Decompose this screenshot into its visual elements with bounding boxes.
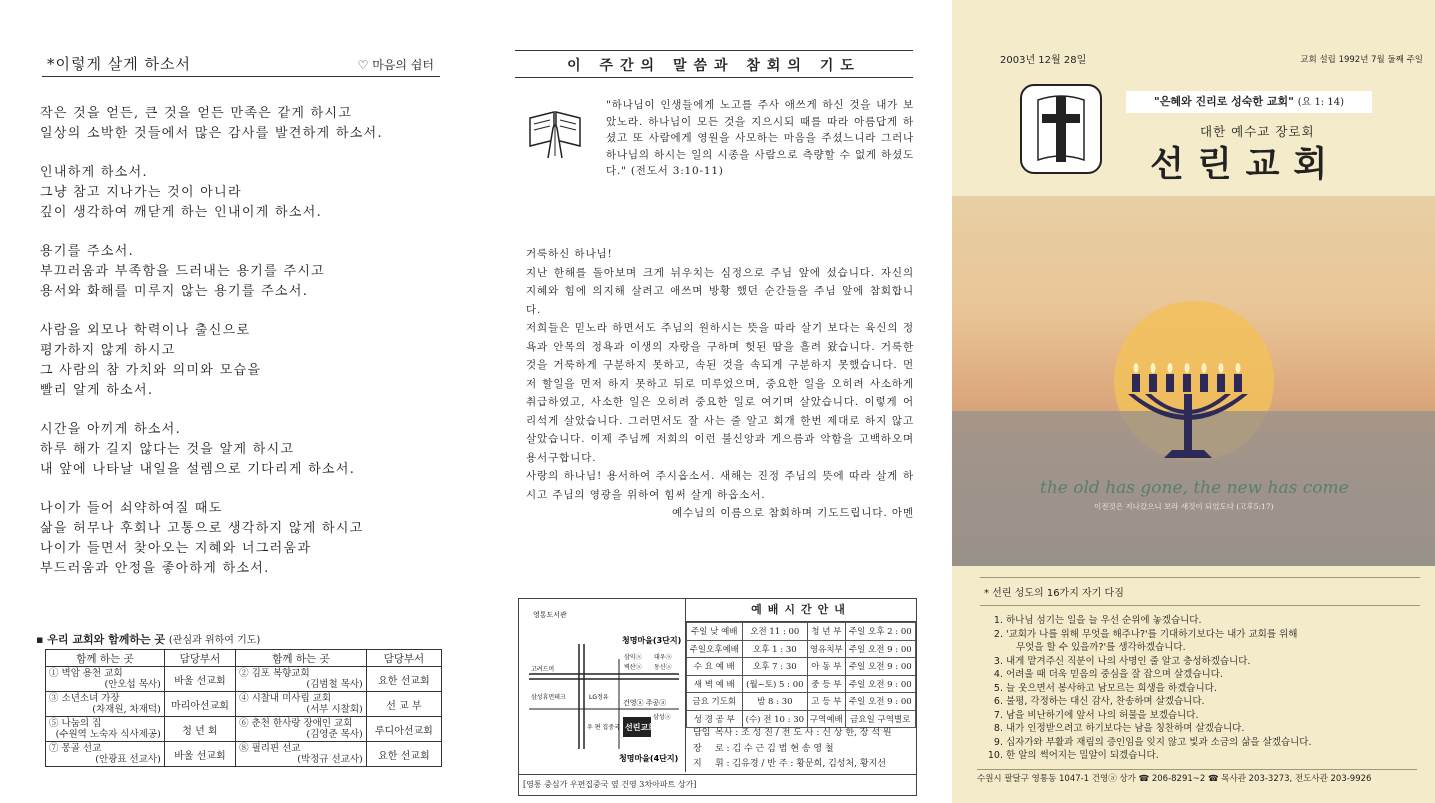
worship-cell: 주일 오전 9 : 00 — [845, 658, 915, 676]
poem-stanza — [40, 499, 460, 579]
prayer-line: 거룩하신 하나님! — [526, 248, 613, 260]
partner-name: ⑥ 춘천 한사랑 장애인 교회 — [239, 718, 353, 729]
partner-contact: (안오섭 목사) — [104, 679, 161, 690]
map-label: 청명마을(4단지) — [619, 754, 679, 763]
prayer-line: 지난 한해를 돌아보며 크게 뉘우치는 심정으로 주님 앞에 섰습니다. 자신의 지혜와 힘에 의지해 살려고 애쓰며 방황 했던 순간들을 주님 앞에 참회합니다. — [526, 266, 914, 316]
vow-item — [1006, 736, 1420, 750]
staff-list — [693, 726, 913, 773]
prayer-line: 저희들은 믿노라 하면서도 주님의 원하시는 뜻을 따라 살기 보다는 육신의 정욕과 안목의 정욕과 이생의 자랑을 구하며 헛된 땀을 흘려 왔습니다. 거룩한 것을 거룩하게 구분하지 못하고, 속된 것을 속되게 구분하지 못했습니다. 먼저 할일을 먼저 하지 못하고 뒤로 미루었으며, 중요한 일을 오히려 사소하게 취급하였고, 사소한 일은 오히려 중요한 일로 여기며 살았습니다. 이렇게 어리석게 살았습니다. 그러면서도 잘 사는 줄 알고 회개 한번 제대로 하지 않고 살았습니다. 이제 주님께 저희의 이런 불신앙과 게으름과 악함을 고백하오며 용서구합니다. — [526, 322, 914, 464]
left-panel — [0, 0, 478, 803]
vow-text: 한 알의 썩어지는 밀알이 되겠습니다. — [1006, 750, 1159, 761]
worship-cell: 청 년 부 — [808, 623, 845, 641]
table-row — [46, 717, 442, 742]
partner-contact: (서부 시찰회) — [306, 704, 363, 715]
poem-line: 빨리 알게 하소서. — [40, 383, 154, 398]
poem-line: 일상의 소박한 것들에서 많은 감사를 발견하게 하소서. — [40, 126, 383, 141]
cover-korean-verse: 이전것은 지나갔으니 보라 새것이 되었도다 (고후5:17) — [1094, 502, 1274, 511]
vows-section — [980, 577, 1420, 763]
vow-item — [1006, 614, 1420, 628]
worship-cell: 성 경 공 부 — [687, 710, 743, 728]
partner-cell — [236, 667, 367, 692]
poem-line: 하루 해가 길지 않다는 것을 알게 하시고 — [40, 442, 295, 457]
poem-line: 그냥 참고 지나가는 것이 아니라 — [40, 185, 242, 200]
worship-cell: 오전 11 : 00 — [742, 623, 808, 641]
vow-item — [1006, 668, 1420, 682]
table-row — [46, 667, 442, 692]
partner-name: ④ 시찰내 미사립 교회 — [239, 693, 332, 704]
staff-label: 장 — [693, 743, 702, 754]
poem-line: 평가하지 않게 하시고 — [40, 343, 176, 358]
poem-stanza — [40, 420, 460, 480]
worship-row — [687, 640, 916, 658]
partners-subtitle: (관심과 위하여 기도) — [168, 635, 261, 646]
partner-cell — [46, 717, 165, 742]
established-date: 교회 설립 1992년 7월 둘째 주일 — [1300, 55, 1423, 65]
map-label: 삼성휴먼테크 — [531, 694, 566, 701]
map-label: 고려드머 — [531, 666, 555, 673]
partner-contact: (김영준 목사) — [306, 729, 363, 740]
poem-line: 그 사람의 참 가치와 의미와 모습을 — [40, 363, 262, 378]
dept-cell: 요한 선교회 — [366, 742, 441, 767]
poem-stanza — [40, 104, 460, 144]
church-address: 수원시 팔달구 영통동 1047-1 건영ⓐ 상가 ☎ 206-8291~2 ☎ 목사관 203-3273, 전도사관 203-9926 — [977, 769, 1417, 784]
map-label: 벽산ⓐ — [624, 664, 642, 671]
bible-praying-hands-icon — [526, 100, 584, 160]
map-label: 삼익ⓐ — [624, 654, 642, 661]
worship-cell: 고 등 부 — [808, 693, 845, 711]
poem-title: *이렇게 살게 하소서 — [47, 55, 191, 73]
dept-cell: 선 교 부 — [366, 692, 441, 717]
poem-line: 부끄러움과 부족함을 드러내는 용기를 주시고 — [40, 264, 326, 279]
map-church-label: 선린교회 — [625, 723, 656, 732]
verse-reference: (전도서 3:10-11) — [630, 165, 724, 177]
motto-text: "은혜와 진리로 성숙한 교회" — [1154, 95, 1294, 108]
poem-line: 용기를 주소서. — [40, 244, 135, 259]
worship-cell: 구역예배 — [808, 710, 845, 728]
vow-item — [1006, 682, 1420, 696]
partners-title — [36, 631, 260, 647]
worship-cell: 오후 1 : 30 — [742, 640, 808, 658]
worship-cell: 주일 낮 예배 — [687, 623, 743, 641]
church-name: 선린교회 — [1150, 145, 1342, 185]
worship-cell: 주일 오전 9 : 00 — [845, 640, 915, 658]
sermon-header — [515, 50, 913, 78]
table-header-row — [46, 650, 442, 667]
staff-line — [693, 726, 913, 742]
info-box — [518, 598, 917, 796]
poem-line: 삶을 허무나 후회나 고통으로 생각하지 않게 하시고 — [40, 521, 364, 536]
dept-cell: 바울 선교회 — [164, 742, 235, 767]
worship-cell: 영유치부 — [808, 640, 845, 658]
worship-schedule — [686, 599, 916, 728]
partner-contact: (수원역 노숙자 식사제공) — [55, 729, 161, 740]
map-label: 청명마을(3단지) — [622, 636, 682, 645]
table-header: 함께 하는 곳 — [46, 650, 165, 667]
poem-line: 용서와 화해를 미루지 않는 용기를 주소서. — [40, 284, 309, 299]
worship-cell: 주일 오전 9 : 00 — [845, 693, 915, 711]
dept-cell: 루디아선교회 — [366, 717, 441, 742]
poem-line: 시간을 아끼게 하소서. — [40, 422, 182, 437]
cross-logo-icon — [1020, 84, 1102, 174]
worship-cell: 금요 기도회 — [687, 693, 743, 711]
table-header: 함께 하는 곳 — [236, 650, 367, 667]
partners-table — [45, 649, 442, 767]
poem-line: 나이가 들면서 찾아오는 지혜와 너그러움과 — [40, 541, 312, 556]
map-label: 건영ⓐ 주공ⓐ — [623, 699, 667, 707]
map-label: 대우ⓐ — [654, 654, 672, 661]
partner-contact: (박정규 선교사) — [297, 754, 363, 765]
partner-cell — [46, 667, 165, 692]
map-label: LG정유 — [589, 694, 609, 701]
worship-row — [687, 658, 916, 676]
worship-cell: (수) 전 10 : 30 — [742, 710, 808, 728]
vow-text: 십자가와 부활과 재림의 증인임을 잊지 않고 빛과 소금의 삶을 살겠습니다. — [1006, 736, 1312, 748]
section-tag: ♡ 마음의 쉼터 — [357, 58, 434, 72]
denomination: 대한 예수교 장로회 — [1200, 124, 1315, 139]
poem-stanza — [40, 163, 460, 223]
table-header: 담당부서 — [366, 650, 441, 667]
partner-cell — [236, 692, 367, 717]
vow-item — [1006, 722, 1420, 736]
worship-title: 예배시간안내 — [686, 599, 916, 622]
staff-value: 휘 : 김유경 / 반 주 : 황문희, 김성처, 황지선 — [715, 759, 886, 769]
bulletin-date: 2003년 12월 28일 — [1000, 55, 1087, 66]
partner-cell — [46, 742, 165, 767]
vow-text: 늘 웃으면서 봉사하고 남모르는 희생을 하겠습니다. — [1006, 682, 1217, 694]
worship-cell: 주일오후예배 — [687, 640, 743, 658]
poem-header — [42, 50, 440, 77]
motto-reference: (요 1: 14) — [1297, 97, 1344, 108]
worship-cell: (월~토) 5 : 00 — [742, 675, 808, 693]
poem-line: 깊이 생각하여 깨닫게 하는 인내이게 하소서. — [40, 205, 323, 220]
map-label: 우 편 집중국 — [587, 724, 620, 731]
poem-line: 부드러움과 안정을 좋아하게 하소서. — [40, 561, 270, 576]
partner-name: ⑧ 필리핀 선교 — [239, 743, 301, 754]
partner-contact: (차재원, 차재덕) — [92, 704, 161, 715]
dept-cell: 청 년 회 — [164, 717, 235, 742]
poem-line: 내 앞에 나타날 내일을 설렘으로 기다리게 하소서. — [40, 462, 356, 477]
vow-item — [1006, 695, 1420, 709]
poem-stanza — [40, 242, 460, 302]
poem-stanza — [40, 321, 460, 401]
worship-cell: 아 동 부 — [808, 658, 845, 676]
partner-name: ⑤ 나눔의 집 — [49, 718, 102, 729]
verse-text: "하나님이 인생들에게 노고를 주사 애쓰게 하신 것을 내가 보았노라. 하나님이 모든 것을 지으시되 때를 따라 아름답게 하셨고 또 사람에게 영원을 사모하는 마음을 주셨느니라 그러나 하나님의 하시는 일의 시종을 사람으로 측량할 수 없게 하셨도다." — [606, 99, 914, 177]
staff-line — [693, 757, 913, 773]
vow-text: 남을 비난하기에 앞서 나의 허물을 보겠습니다. — [1006, 709, 1199, 721]
partner-name: ② 김포 복향교회 — [239, 668, 310, 679]
prayer-body — [526, 245, 914, 523]
worship-row — [687, 623, 916, 641]
poem-line: 사람을 외모나 학력이나 출신으로 — [40, 323, 251, 338]
poem-line: 작은 것을 얻든, 큰 것을 얻든 만족은 같게 하시고 — [40, 106, 353, 121]
vow-text: 내게 맡겨주신 직분이 나의 사명인 줄 알고 충성하겠습니다. — [1006, 655, 1251, 667]
staff-value: 로 : 김 수 근 김 범 현 송 영 철 — [715, 743, 834, 754]
worship-row — [687, 675, 916, 693]
partner-cell — [236, 717, 367, 742]
partner-cell — [46, 692, 165, 717]
church-motto — [1126, 91, 1372, 113]
table-row — [46, 692, 442, 717]
staff-label: 지 — [693, 759, 702, 769]
staff-label: 담임 — [693, 728, 711, 738]
partner-cell — [236, 742, 367, 767]
worship-cell: 밤 8 : 30 — [742, 693, 808, 711]
partner-name: ③ 소년소녀 가장 — [49, 693, 120, 704]
church-map — [519, 599, 686, 772]
vows-title: * 선린 성도의 16가지 자기 다짐 — [980, 577, 1420, 606]
table-row — [46, 742, 442, 767]
worship-cell: 새 벽 예 배 — [687, 675, 743, 693]
map-caption: [영통 중심가 우편집중국 옆 건영 3차아파트 상가] — [519, 774, 916, 795]
partner-name: ① 벽암 용천 교회 — [49, 668, 123, 679]
sermon-title: 이 주간의 말씀과 참회의 기도 — [567, 58, 861, 74]
poem-line: 인내하게 하소서. — [40, 165, 148, 180]
vow-item — [1006, 628, 1420, 655]
worship-row — [687, 693, 916, 711]
table-header: 담당부서 — [164, 650, 235, 667]
cover-english-verse: the old has gone, the new has come — [1040, 478, 1349, 498]
worship-table — [686, 622, 916, 728]
worship-cell: 주일 오후 2 : 00 — [845, 623, 915, 641]
middle-panel — [478, 0, 952, 803]
poem-body — [40, 104, 460, 598]
partner-name: ⑦ 몽골 선교 — [49, 743, 102, 754]
vow-text: 하나님 섬기는 일을 늘 우선 순위에 놓겠습니다. — [1006, 615, 1202, 626]
vows-list — [980, 614, 1420, 763]
vow-continuation: 무엇을 할 수 있을까?'를 생각하겠습니다. — [1016, 642, 1186, 653]
staff-line — [693, 742, 913, 758]
worship-cell: 수 요 예 배 — [687, 658, 743, 676]
vow-text: 내가 인정받으려고 하기보다는 남을 칭찬하며 살겠습니다. — [1006, 723, 1245, 734]
prayer-sign: 예수님의 이름으로 참회하며 기도드립니다. 아멘 — [671, 507, 914, 519]
partners-title-text: ▪ 우리 교회와 함께하는 곳 — [36, 633, 166, 646]
scripture-verse — [606, 97, 914, 180]
map-label: 영통도서관 — [533, 611, 567, 619]
worship-cell: 금요일 구역별로 — [845, 710, 915, 728]
vow-text: 어려울 때 더욱 믿음의 중심을 잘 잡으며 살겠습니다. — [1006, 669, 1223, 680]
worship-row — [687, 710, 916, 728]
vow-item — [1006, 749, 1420, 763]
staff-value: 목사 : 조 성 진 / 전 도 사 : 신 상 한, 장 석 원 — [715, 728, 892, 738]
map-label: 삼성ⓐ — [653, 714, 671, 721]
vow-item — [1006, 709, 1420, 723]
worship-cell: 오후 7 : 30 — [742, 658, 808, 676]
map-label: 동신ⓐ — [654, 664, 672, 671]
partner-contact: (김범철 목사) — [306, 679, 363, 690]
dept-cell: 요한 선교회 — [366, 667, 441, 692]
dept-cell: 마리아선교회 — [164, 692, 235, 717]
vow-text: '교회가 나를 위해 무엇을 해주나?'를 기대하기보다는 내가 교회를 위해 — [1006, 628, 1298, 640]
cover-panel — [952, 0, 1435, 803]
vow-text: 불평, 각정하는 대신 감사, 찬송하며 살겠습니다. — [1006, 696, 1205, 707]
partner-contact: (안광표 선교사) — [95, 754, 161, 765]
dept-cell: 바울 선교회 — [164, 667, 235, 692]
worship-cell: 주일 오전 9 : 00 — [845, 675, 915, 693]
worship-cell: 중 등 부 — [808, 675, 845, 693]
vow-item — [1006, 655, 1420, 669]
poem-line: 나이가 들어 쇠약하여질 때도 — [40, 501, 223, 516]
prayer-line: 사랑의 하나님! 용서하여 주시옵소서. 새해는 진정 주님의 뜻에 따라 살게 하시고 주님의 영광을 위하여 힘써 살게 하옵소서. — [526, 470, 914, 501]
